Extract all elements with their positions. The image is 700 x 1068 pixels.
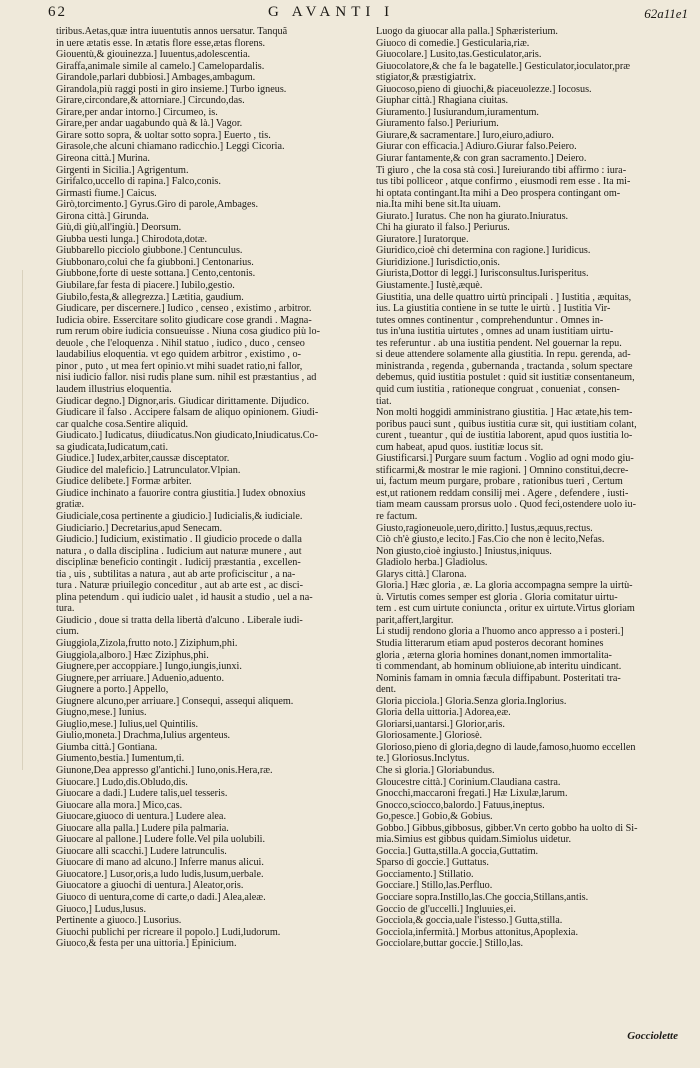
entry-line: est,ut rationem reddam consilij mei . Agere , defendere , iusti- [376, 487, 629, 499]
entry-line: Giuocolare.] Lusito,tas.Gesticulator,aris. [376, 49, 542, 61]
entry-line: Giuocare di mano ad alcuno.] Inferre manus alicui. [56, 857, 264, 869]
entry-line: Giubbone,forte di ueste sottana.] Cento,centonis. [56, 268, 256, 280]
entry-line: Gladiolo herba.] Gladiolus. [376, 557, 488, 569]
entry-line: Chi ha giurato il falso.] Periurus. [376, 222, 510, 234]
entry-line: Giuocoso,pieno di giuochi,& piaceuolezze.] Iocosus. [376, 83, 592, 95]
entry-line: Giuocare a dadi.] Ludere talis,uel tesseris. [56, 788, 228, 800]
entry-line: Nominis famam in omnia fæcula diffipabunt. Posteritati tra- [376, 672, 621, 684]
entry-line: natura , o dalla disciplina . Iudicium aut naturæ munere , aut [56, 545, 302, 557]
entry-line: Gocciola,& goccia,uale l'istesso.] Gutta,stilla. [376, 915, 563, 927]
entry-line: curent , tueantur , qui de iustitia laborent, apud quos iustitia lo- [376, 430, 633, 442]
entry-line: Girare,circondare,& attorniare.] Circundo,das. [56, 95, 245, 107]
entry-line: Girare,per andar uagabundo quà & là.] Vagor. [56, 118, 243, 130]
entry-line: Giuocare alla mora.] Mico,cas. [56, 799, 183, 811]
entry-line: Girasole,che alcuni chiamano radicchio.] Leggi Cicoria. [56, 141, 285, 153]
page-header [0, 4, 700, 24]
entry-line: Giurato.] Iuratus. Che non ha giurato.Iniuratus. [376, 210, 569, 222]
entry-line: Girgenti in Sicilia.] Agrigentum. [56, 164, 189, 176]
entry-line: ù. Virtutis comes semper est gloria . Gloria comitatur uirtu- [376, 591, 618, 603]
entry-line: hi optata contingant.Ita mihi a Deo prospera contingant om- [376, 187, 621, 199]
entry-line: Giudiciario.] Decretarius,apud Senecam. [56, 522, 223, 534]
entry-line: Giugnere,per arriuare.] Aduenio,aduento. [56, 672, 225, 684]
entry-line: Giuoco,] Ludus,lusus. [56, 903, 146, 915]
page-signature: 62a11e1 [644, 6, 688, 21]
entry-line: laudabilius eloquentia. vt ego quidem arbitror , existimo , o- [56, 349, 302, 361]
entry-line: Ciò ch'è giusto,e lecito.] Fas.Cio che non è lecito,Nefas. [376, 534, 605, 546]
entry-line: Giubbarello picciolo giubbone.] Centunculus. [56, 245, 243, 257]
entry-line: disciplinæ beneficio contingit . Iudicij præstantia , excellen- [56, 557, 301, 569]
entry-line: Gloriosamente.] Gloriosè. [376, 730, 483, 742]
entry-line: Studia litterarum etiam apud posteros decorant homines [376, 637, 604, 649]
entry-line: Giugnere alcuno,per arriuare.] Consequi, assequi aliquem. [56, 695, 294, 707]
entry-line: tus in'una iustitia uirtutes , omnes ad unam iustitiam uirtu- [376, 326, 614, 338]
entry-line: Giugnere,per accoppiare.] Iungo,iungis,iunxi. [56, 661, 242, 673]
entry-line: plina petendum . qui iudicio ualet , id hausit a studio , uel a na- [56, 591, 313, 603]
entry-line: quid cum iustitia , rationeque congruat , conueniat , consen- [376, 383, 620, 395]
right-column [376, 26, 682, 1036]
entry-line: Giumento,bestia.] Iumentum,ti. [56, 753, 185, 765]
entry-line: Giudice.] Iudex,arbiter,caussæ disceptator. [56, 453, 230, 465]
entry-line: Non giusto,cioè ingiusto.] Iniustus,iniquus. [376, 545, 552, 557]
entry-line: Gocciolare,buttar goccie.] Stillo,las. [376, 938, 524, 950]
entry-line: nisi iudicio fallor. nisi rudis plane sum. nihil est præstantius , ad [56, 372, 317, 384]
entry-line: Giudicato.] Iudicatus, diiudicatus.Non giudicato,Iniudicatus.Co- [56, 430, 318, 442]
entry-line: Goccia.] Gutta,stilla.A goccia,Guttatim. [376, 845, 539, 857]
entry-line: tem . est cum uirtute coniuncta , oritur ex uirtute.Virtus gloriam [376, 603, 635, 615]
entry-line: Giuocare,giuoco di uentura.] Ludere alea. [56, 811, 226, 823]
entry-line: nia.Ita mihi bene sit.Ita uiuam. [376, 199, 501, 211]
entry-line: Pertinente a giuoco.] Lusorius. [56, 915, 182, 927]
entry-line: ministranda , regenda , gubernanda , tractanda , solum spectare [376, 360, 633, 372]
entry-line: tutes omnes continentur , comprehenduntur . Omnes in- [376, 314, 604, 326]
entry-line: Giudicar degno.] Dignor,aris. Giudicar dirittamente. Dijudico. [56, 395, 310, 407]
entry-line: Giurar fantamente,& con gran sacramento.] Deiero. [376, 153, 587, 165]
entry-line: rum rerum obire iudicia consueuisse . Niuna cosa giudico più lo- [56, 326, 320, 338]
entry-line: pinor , puto , ut mea fert opinio.vt mihi suadet ratio,ni fallor, [56, 360, 303, 372]
entry-line: car qualche cosa.Sentire aliquid. [56, 418, 189, 430]
entry-line: Giurista,Dottor di leggi.] Iurisconsultus.Iurisperitus. [376, 268, 589, 280]
entry-line: Giuocatore a giuochi di uentura.] Aleator,oris. [56, 880, 244, 892]
entry-line: Giuglio,mese.] Iulius,uel Quintilis. [56, 718, 199, 730]
entry-line: Iudicia obire. Essercitare solito giudicare cose grandi . Magna- [56, 314, 312, 326]
entry-line: Giudicio , doue si tratta della libertà d'alcuno . Liberale iudi- [56, 614, 303, 626]
catchword: Gocciolette [627, 1030, 678, 1042]
entry-line: Giuphar città.] Rhagiana ciuitas. [376, 95, 509, 107]
entry-line: Go,pesce.] Gobio,& Gobius. [376, 811, 493, 823]
entry-line: Giustamente.] Iustè,æquè. [376, 280, 483, 292]
entry-line: Giumba città.] Gontiana. [56, 741, 158, 753]
entry-line: Gloria picciola.] Gloria.Senza gloria.Inglorius. [376, 695, 567, 707]
entry-line: Giuramento.] Iusiurandum,iuramentum. [376, 106, 539, 118]
page-number: 62 [48, 4, 67, 20]
left-column [56, 26, 361, 1036]
entry-line: Giuridico,cioè chi determina con ragione.] Iuridicus. [376, 245, 591, 257]
entry-line: Giubilare,far festa di piacere.] Iubilo,gestio. [56, 280, 235, 292]
entry-line: Gocciare.] Stillo,las.Perfluo. [376, 880, 493, 892]
entry-line: Li studij rendono gloria a l'huomo anco appresso a i posteri.] [376, 626, 624, 638]
entry-line: Giraffa,animale simile al camelo.] Camelopardalis. [56, 60, 265, 72]
entry-line: tiribus.Aetas,quæ intra iuuentutis annos uersatur. Tanquã [56, 26, 288, 37]
entry-line: parit,affert,largitur. [376, 614, 454, 626]
entry-line: stigiator,& præstigiatrix. [376, 72, 477, 84]
entry-line: stificarmi,& mostrar le mie ragioni. ] Omnino constitui,decre- [376, 464, 629, 476]
entry-line: tura . Naturæ priuilegio conceditur , aut ab arte est , ac disci- [56, 580, 303, 592]
entry-line: tura. [56, 603, 75, 615]
entry-line: gloria , æterna gloria homines donant,nomen immortalita- [376, 649, 612, 661]
entry-line: laudem illustrius eloquentia. [56, 383, 172, 395]
entry-line: deuole , che l'eloquenza . Nihil statuo , iudico , duco , censeo [56, 337, 305, 349]
entry-line: ius. La giustitia contiene in se tutte le uirtù . ] Iustitia Vir- [376, 303, 611, 315]
entry-line: Gloria della uittoria.] Adorea,eæ. [376, 707, 511, 719]
entry-line: Giuocatore.] Lusor,oris,a ludo ludis,lusum,uerbale. [56, 868, 264, 880]
entry-line: Giuoco di comedie.] Gesticularia,riæ. [376, 37, 530, 49]
entry-line: in uere ætatis esse. In ætatis flore esse,ætas florens. [56, 37, 266, 49]
entry-line: Giubilo,festa,& allegrezza.] Lætitia, gaudium. [56, 291, 244, 303]
entry-line: Giuochi publichi per ricreare il popolo.] Ludi,ludorum. [56, 926, 281, 938]
entry-line: Giuratore.] Iuratorque. [376, 233, 469, 245]
entry-line: Giudicare, per discernere.] Iudico , censeo , existimo , arbitror. [56, 303, 312, 315]
entry-line: debemus, quid iustitia postulet : quid sit iustitiæ consentaneum, [376, 372, 635, 384]
entry-line: Luogo da giuocar alla palla.] Sphæristerium. [376, 26, 558, 37]
entry-line: Giuocolatore,& che fa le bagatelle.] Gesticulator,ioculator,præ [376, 60, 631, 72]
entry-line: Giudice inchinato a fauorire contra giustitia.] Iudex obnoxius [56, 487, 306, 499]
entry-line: Gobbo.] Gibbus,gibbosus, gibber.Vn certo gobbo ha uolto di Si- [376, 822, 638, 834]
entry-line: Non molti hoggidì amministrano giustitia. ] Hac ætate,his tem- [376, 407, 633, 419]
entry-line: Giugno,mese.] Iunius. [56, 707, 147, 719]
entry-line: tiat. [376, 395, 392, 407]
entry-line: Goccio de gl'uccelli.] Ingluuies,ei. [376, 903, 516, 915]
entry-line: Girandola,più raggi posti in giro insieme.] Turbo igneus. [56, 83, 287, 95]
entry-line: ti commendant, ab hominum obliuione,ab interitu uindicant. [376, 661, 622, 673]
entry-line: Giunone,Dea appresso gl'antichi.] Iuno,onis.Hera,ræ. [56, 765, 273, 776]
entry-line: Giuggiola,Zizola,frutto noto.] Ziziphum,phi. [56, 637, 238, 649]
entry-line: Giudice del maleficio.] Latrunculator.Vlpian. [56, 464, 241, 476]
entry-line: Gocciola,infermità.] Morbus attonitus,Apoplexia. [376, 926, 579, 938]
entry-line: Gocciamento.] Stillatio. [376, 868, 474, 880]
entry-line: Gloucestre città.] Corinium.Claudiana castra. [376, 776, 561, 788]
entry-line: dent. [376, 684, 397, 696]
running-title: G AVANTI I [268, 4, 395, 20]
entry-line: gratiæ. [56, 499, 85, 511]
entry-line: Giubba uesti lunga.] Chirodota,dotæ. [56, 233, 208, 245]
entry-line: tia , uis , subtilitas a natura , aut ab arte proficiscitur , a na- [56, 568, 296, 580]
entry-line: Giubbonaro,colui che fa giubboni.] Centonarius. [56, 256, 254, 268]
entry-line: cium. [56, 626, 79, 638]
entry-line: tes referuntur . ab una iustitia pendent. Nel gouernar la repu. [376, 337, 622, 349]
entry-line: mia.Simius est gibbus quidam.Simiolus uidetur. [376, 834, 571, 846]
entry-line: Glarys città.] Clarona. [376, 568, 467, 580]
entry-line: Giuggiola,alboro.] Hæc Ziziphus,phi. [56, 649, 209, 661]
entry-line: te.] Gloriosus.Inclytus. [376, 753, 470, 765]
entry-line: Giudiciale,cosa pertinente a giudicio.] Iudicialis,& iudiciale. [56, 510, 303, 522]
entry-line: Giuocare.] Ludo,dis.Obludo,dis. [56, 776, 188, 788]
entry-line: Gnocco,sciocco,balordo.] Fatuus,ineptus. [376, 799, 545, 811]
entry-line: sa giudicata,Iudicatum,cati. [56, 441, 169, 453]
entry-line: Ti giuro , che la cosa stà così.] Iureiurando tibi affirmo : iura- [376, 164, 627, 176]
entry-line: Girona città.] Girunda. [56, 210, 149, 222]
entry-line: Sparso di goccie.] Guttatus. [376, 857, 489, 869]
binding-shadow [22, 270, 31, 770]
entry-line: cum habeat, apud quos. iustitiæ locus sit. [376, 441, 544, 453]
entry-line: Girmasti fiume.] Caicus. [56, 187, 157, 199]
entry-line: Gnocchi,maccaroni fregati.] Hæ Lixulæ,larum. [376, 788, 568, 800]
entry-line: Giustificarsi.] Purgare suum factum . Voglio ad ogni modo giu- [376, 453, 634, 465]
entry-line: Giuocare alla palla.] Ludere pila palmaria. [56, 822, 229, 834]
entry-line: Girandole,parlari dubbiosi.] Ambages,ambagum. [56, 72, 256, 84]
entry-line: ui, factum meum purgare, probare , rationibus tueri , Certum [376, 476, 623, 488]
entry-line: Giudice delibete.] Formæ arbiter. [56, 476, 192, 488]
entry-line: si deue attendere solamente alla giustitia. In repu. gerenda, ad- [376, 349, 631, 361]
entry-line: tus tibi polliceor , atque confirmo , eiusmodi rem esse . Ita mi- [376, 176, 631, 188]
entry-line: Gloria.] Hæc gloria , æ. La gloria accompagna sempre la uirtù- [376, 580, 633, 592]
entry-line: Girare,per andar intorno.] Circumeo, is. [56, 106, 218, 118]
entry-line: Giustitia, una delle quattro uirtù principali . ] Iustitia , æquitas, [376, 291, 632, 303]
entry-line: Giuridizione.] Iurisdictio,onis. [376, 256, 500, 268]
entry-line: Girifalco,uccello di rapina.] Falco,conis. [56, 176, 221, 188]
entry-line: Gloriarsi,uantarsi.] Glorior,aris. [376, 718, 505, 730]
entry-line: Giudicio.] Iudicium, existimatio . Il giudicio procede o dalla [56, 534, 302, 546]
entry-line: Giuoco,& festa per una uittoria.] Epinicium. [56, 938, 237, 950]
entry-line: Gocciare sopra.Instillo,las.Che goccia,Stillans,antis. [376, 892, 589, 904]
entry-line: Giurar con efficacia.] Adiuro.Giurar falso.Peiero. [376, 141, 577, 153]
entry-line: Giugnere a porto.] Appello, [56, 684, 169, 696]
entry-line: Gireona città.] Murina. [56, 153, 150, 165]
entry-line: Girare sotto sopra, & uoltar sotto sopra.] Euerto , tis. [56, 129, 271, 141]
entry-line: Glorioso,pieno di gloria,degno di laude,famoso,huomo eccellen [376, 741, 636, 753]
entry-line: Giuramento falso.] Periurium. [376, 118, 499, 130]
entry-line: Che sì gloria.] Gloriabundus. [376, 765, 495, 776]
entry-line: Giurare,& sacramentare.] Iuro,eiuro,adiuro. [376, 129, 554, 141]
entry-line: Giuocare alli scacchi.] Ludere latrunculis. [56, 845, 227, 857]
entry-line: Giouentù,& giouinezza.] Iuuentus,adolescentia. [56, 49, 251, 61]
entry-line: Giuoco di uentura,come di carte,o dadi.] Alea,aleæ. [56, 892, 266, 904]
entry-line: Giudicare il falso . Accipere falsam de aliquo opinionem. Giudi- [56, 407, 319, 419]
entry-line: poribus pauci sunt , quibus iustitia curæ sit, qui iustitiam colant, [376, 418, 637, 430]
entry-line: Giulio,moneta.] Drachma,Iulius argenteus. [56, 730, 231, 742]
entry-line: Giuocare al pallone.] Ludere folle.Vel pila uolubili. [56, 834, 266, 846]
entry-line: Giù,di giù,all'ingiù.] Deorsum. [56, 222, 182, 234]
entry-line: Girò,torcimento.] Gyrus.Giro di parole,Ambages. [56, 199, 259, 211]
entry-line: Giusto,ragioneuole,uero,diritto.] Iustus,æquus,rectus. [376, 522, 593, 534]
entry-line: re factum. [376, 510, 418, 522]
entry-line: tiam meam caussam prorsus uolo . Quod feci,ostendere uolo iu- [376, 499, 637, 511]
